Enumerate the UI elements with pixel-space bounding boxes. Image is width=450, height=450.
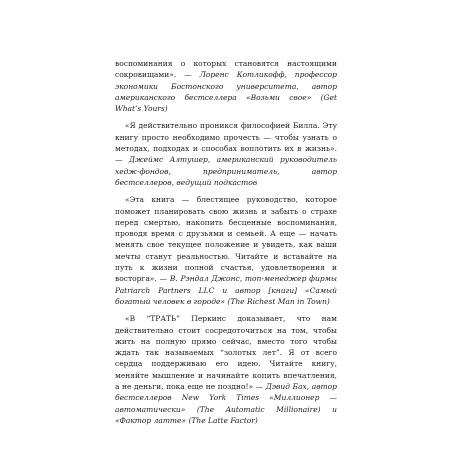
endorsement-paragraph-4 (115, 313, 337, 426)
endorsement-author: В. Рэндал Джонс, топ-менеджер фирмы Patriarch Partners LLC и автор [книги] «Самый богатый человек в городе» (The Richest Man in Town) (115, 274, 337, 306)
endorsement-quote: воспоминания о которых становятся настоящими сокровищами». — (115, 59, 337, 80)
endorsements-text (115, 58, 337, 432)
endorsement-paragraph-3 (115, 194, 337, 307)
endorsement-author: Дэвид Бах, автор бестселлеров New York Times «Миллионер — автоматически» (The Automatic Millionaire) и «Фактор латте» (The Latte Factor) (115, 382, 337, 425)
endorsement-paragraph-2 (115, 120, 337, 188)
endorsement-author: Лоренс Котликофф, профессор экономики Бостонского университета, автор американского бестселлера «Возьми свое» (Get What’s Yours) (115, 70, 337, 114)
endorsement-quote: «Эта книга — блестящее руководство, которое поможет планировать свою жизнь и забыть о страхе перед смертью, накопить бесценные воспоминания, проводя время с друзьями и семьей. А еще — начать менять свое текущее положение и увидеть, как ваши мечты станут реальностью. Читайте и вставайте на путь к жизни полной счастья, удовлетворения и восторга». — (115, 195, 337, 284)
endorsement-quote: «В “ТРАТЬ” Перкинс доказывает, что нам действительно стоит сосредоточиться на том, чтобы жить на полную прямо сейчас, вместо того чтобы ждать так называемых “золотых лет”. Я от всего сердца поддерживаю его идею. Читайте книгу, меняйте мышление и начинайте копить впечатления, а не деньги, пока еще не поздно!» — (115, 314, 337, 392)
endorsement-paragraph-1 (115, 58, 337, 114)
endorsement-quote: «Я действительно проникся философией Билла. Эту книгу просто необходимо прочесть — чтобы узнать о методах, подходах и способах воплотить их в жизнь». — (115, 121, 337, 165)
endorsement-author: Джеймс Алтушер, американский руководитель хедж-фондов, предприниматель, автор бестселлеров, ведущий подкастов (115, 155, 337, 187)
